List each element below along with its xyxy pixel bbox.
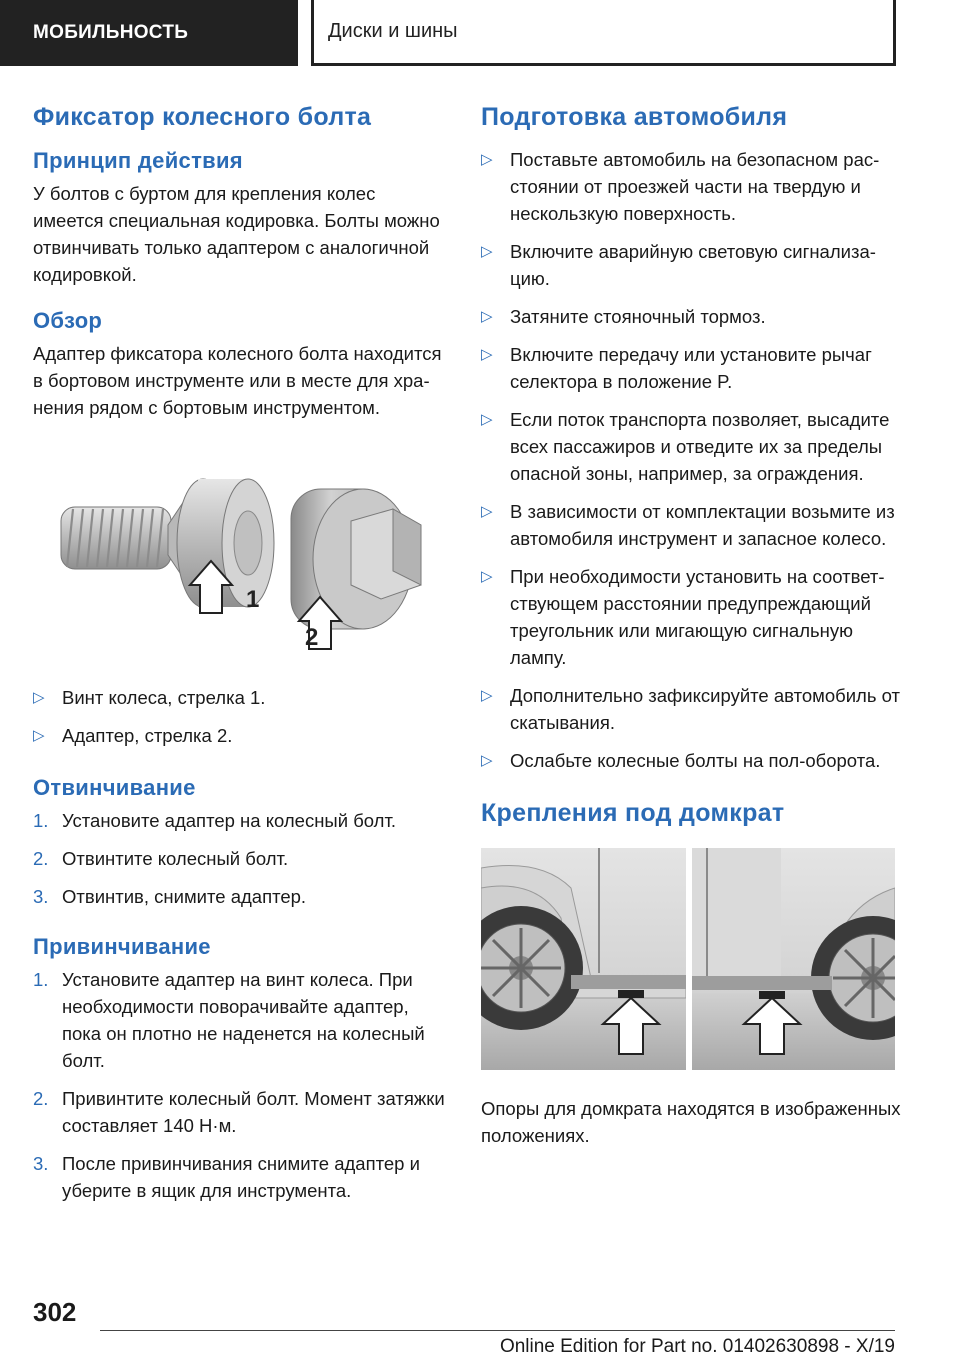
section-title: МОБИЛЬНОСТЬ: [0, 0, 298, 66]
principle-text: У болтов с буртом для крепления колес имеется специальная кодировка. Болты можно отвинчивать только адаптером с аналогичной кодировкой.: [33, 183, 440, 285]
list-item: 2. Привинтите колесный болт. Момент затяжки составляет 140 Н·м.: [33, 1088, 445, 1136]
list-item: ▷ Поставьте автомобиль на безопасном расстоянии от проезжей части на твердую и нескользкую поверхность.: [481, 146, 901, 227]
list-item: ▷ Включите аварийную световую сигнализацию.: [481, 238, 901, 292]
triangle-bullet-icon: ▷: [33, 689, 45, 706]
figure-label-1: 1: [246, 586, 260, 613]
list-item: 3. Отвинтив, снимите адаптер.: [33, 886, 307, 907]
bolt-thread: [61, 507, 171, 569]
triangle-bullet-icon: ▷: [481, 346, 493, 363]
jack-panel-rear: [692, 848, 895, 1070]
list-item: ▷ Затяните стояночный тормоз.: [481, 303, 901, 330]
triangle-bullet-icon: ▷: [481, 411, 493, 428]
figure-legend: [33, 684, 451, 749]
footer-divider: [100, 1330, 895, 1331]
figure-label-2: 2: [305, 624, 319, 651]
heading-unscrew: Отвинчивание: [33, 775, 196, 800]
list-item: ▷ В зависимости от комплектации возьмите из автомобиля инструмент и запасное колесо.: [481, 498, 901, 552]
list-item: 1. Установите адаптер на винт колеса. При необходимости поворачивайте адаптер, пока он плотно не наденется на колесный болт.: [33, 969, 425, 1071]
jack-caption: Опоры для домкрата находятся в изображенных положениях.: [481, 1098, 901, 1146]
right-column: [481, 100, 901, 1149]
heading-screw: Привинчивание: [33, 934, 211, 959]
list-item: ▷ При необходимости установить на соответствующем расстоянии предупреждающий треугольник или мигающую сигнальную лампу.: [481, 563, 901, 671]
page-header: [0, 0, 960, 66]
lock-bolt-figure: [33, 435, 451, 665]
triangle-bullet-icon: ▷: [481, 503, 493, 520]
prep-steps: [481, 146, 901, 774]
triangle-bullet-icon: ▷: [33, 727, 45, 744]
triangle-bullet-icon: ▷: [481, 308, 493, 325]
triangle-bullet-icon: ▷: [481, 752, 493, 769]
list-item: ▷ Ослабьте колесные болты на пол-оборота.: [481, 747, 901, 774]
heading-principle: Принцип действия: [33, 148, 243, 173]
triangle-bullet-icon: ▷: [481, 568, 493, 585]
footer-edition: Online Edition for Part no. 01402630898 - X/19: [499, 1336, 895, 1357]
section-heading-prep: Подготовка автомобиля: [481, 103, 788, 131]
triangle-bullet-icon: ▷: [481, 151, 493, 168]
left-column: [33, 100, 451, 1215]
list-item: 3. После привинчивания снимите адаптер и уберите в ящик для инструмента.: [33, 1153, 420, 1201]
triangle-bullet-icon: ▷: [481, 243, 493, 260]
overview-text: Адаптер фиксатора колесного болта находится в бортовом инструменте или в месте для хранения рядом с бортовым инструментом.: [33, 343, 442, 418]
triangle-bullet-icon: ▷: [481, 687, 493, 704]
jack-points-figure: [481, 848, 895, 1070]
list-item: 2. Отвинтите колесный болт.: [33, 848, 289, 869]
list-item: ▷ Дополнительно зафиксируйте автомобиль от скатывания.: [481, 682, 901, 736]
section-heading-lock-bolt: Фиксатор колесного болта: [33, 103, 372, 131]
list-item: 1. Установите адаптер на колесный болт.: [33, 810, 397, 831]
jack-panel-front: [481, 848, 686, 1070]
list-item: ▷ Винт колеса, стрелка 1.: [33, 684, 451, 711]
screw-steps: [33, 966, 451, 1204]
chapter-title: Диски и шины: [311, 0, 896, 66]
heading-overview: Обзор: [33, 308, 103, 333]
list-item: ▷ Если поток транспорта позволяет, высадите всех пассажиров и отведите их за пределы опасной зоны, например, за ограждения.: [481, 406, 901, 487]
section-heading-jack: Крепления под домкрат: [481, 799, 785, 827]
list-item: ▷ Включите передачу или установите рычаг селектора в положение P.: [481, 341, 901, 395]
list-item: ▷ Адаптер, стрелка 2.: [33, 722, 451, 749]
page-number: 302: [33, 1297, 77, 1327]
unscrew-steps: [33, 807, 451, 910]
